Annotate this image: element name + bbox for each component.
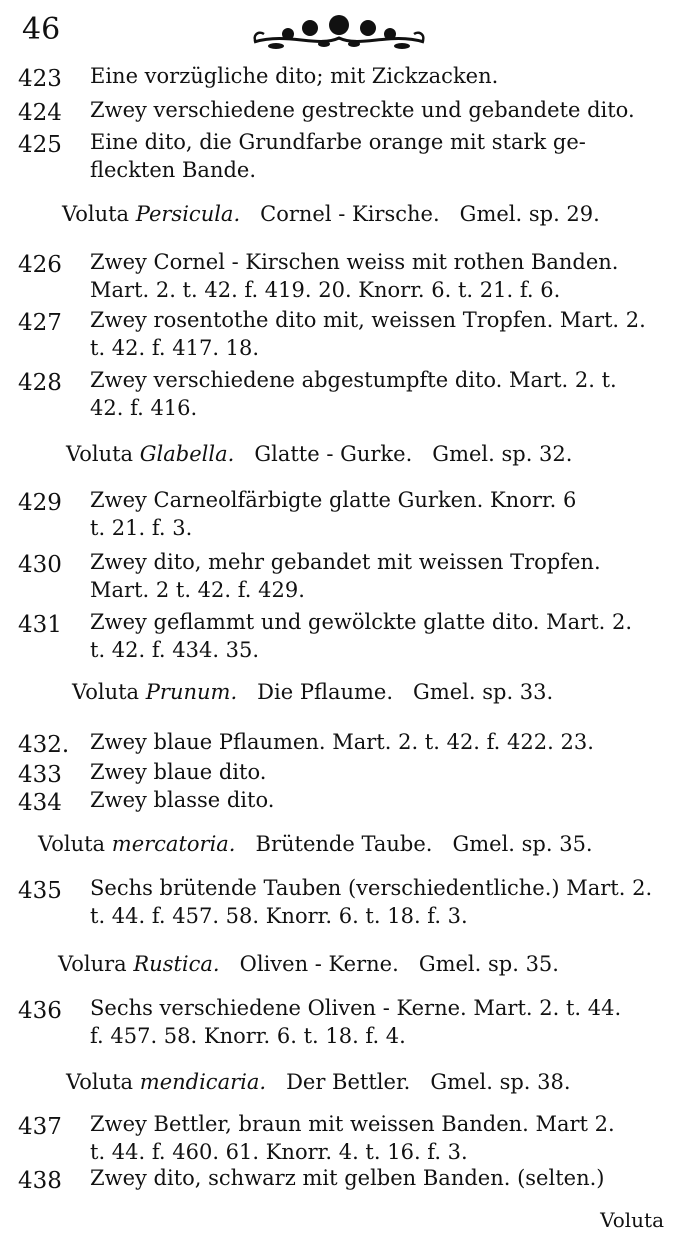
species-name: mendicaria. — [139, 1070, 267, 1094]
entry-text — [90, 874, 668, 930]
entry-text — [90, 306, 668, 362]
genus-name: Voluta — [38, 832, 106, 856]
entry-line: Zwey rosentothe dito mit, weissen Tropfen. Mart. 2. — [90, 308, 646, 332]
species-name: Prunum. — [145, 680, 238, 704]
entry-number: 431 — [18, 612, 62, 638]
entry-number: 438 — [18, 1168, 62, 1194]
reference: Gmel. sp. 29. — [459, 202, 600, 226]
entry-line: Zwey blaue dito. — [90, 760, 267, 784]
entry-line: t. 44. f. 457. 58. Knorr. 6. t. 18. f. 3. — [90, 904, 468, 928]
common-name: Glatte - Gurke. — [254, 442, 413, 466]
entry-line: Mart. 2. t. 42. f. 419. 20. Knorr. 6. t. 21. f. 6. — [90, 278, 561, 302]
reference: Gmel. sp. 33. — [413, 680, 554, 704]
entry-line: 42. f. 416. — [90, 396, 198, 420]
entry-line: Zwey verschiedene gestreckte und gebandete dito. — [90, 98, 635, 122]
species-name: Persicula. — [135, 202, 241, 226]
entry-text — [90, 96, 668, 124]
entry-line: Zwey verschiedene abgestumpfte dito. Mart. 2. t. — [90, 368, 617, 392]
entry-text — [90, 548, 668, 604]
entry-line: t. 42. f. 434. 35. — [90, 638, 260, 662]
entry-number: 426 — [18, 252, 62, 278]
entry-number: 423 — [18, 66, 62, 92]
reference: Gmel. sp. 35. — [452, 832, 593, 856]
entry-text — [90, 608, 668, 664]
entry-number: 432. — [18, 732, 70, 758]
genus-name: Voluta — [62, 202, 130, 226]
section-heading-prunum — [72, 678, 553, 706]
genus-name: Voluta — [72, 680, 140, 704]
section-heading-mercatoria — [38, 830, 593, 858]
entry-number: 430 — [18, 552, 62, 578]
entry-line: Zwey dito, schwarz mit gelben Banden. (selten.) — [90, 1166, 605, 1190]
entry-number: 433 — [18, 762, 62, 788]
entry-text — [90, 758, 668, 786]
entry-line: Eine dito, die Grundfarbe orange mit stark ge- — [90, 130, 586, 154]
entry-text — [90, 728, 668, 756]
common-name: Der Bettler. — [286, 1070, 411, 1094]
reference: Gmel. sp. 38. — [430, 1070, 571, 1094]
entry-line: Zwey Carneolfärbigte glatte Gurken. Knorr. 6 — [90, 488, 577, 512]
genus-name: Voluta — [66, 1070, 134, 1094]
entry-line: t. 21. f. 3. — [90, 516, 193, 540]
genus-name: Volura — [58, 952, 127, 976]
reference: Gmel. sp. 35. — [418, 952, 559, 976]
entry-number: 436 — [18, 998, 62, 1024]
entry-number: 429 — [18, 490, 62, 516]
entry-line: t. 42. f. 417. 18. — [90, 336, 260, 360]
reference: Gmel. sp. 32. — [432, 442, 573, 466]
entry-number: 427 — [18, 310, 62, 336]
entry-number: 424 — [18, 100, 62, 126]
entry-line: Zwey blasse dito. — [90, 788, 275, 812]
catchword: Voluta — [600, 1208, 664, 1232]
entry-number: 437 — [18, 1114, 62, 1140]
entry-text — [90, 248, 668, 304]
entry-line: Sechs brütende Tauben (verschiedentliche.) Mart. 2. — [90, 876, 653, 900]
entry-line: fleckten Bande. — [90, 158, 257, 182]
section-heading-persicula — [62, 200, 600, 228]
entry-text — [90, 366, 668, 422]
entry-line: Zwey blaue Pflaumen. Mart. 2. t. 42. f. 422. 23. — [90, 730, 594, 754]
entry-text — [90, 486, 668, 542]
entry-number: 428 — [18, 370, 62, 396]
species-name: Glabella. — [139, 442, 235, 466]
entry-text — [90, 62, 668, 90]
floral-garland-ornament — [248, 12, 430, 52]
common-name: Brütende Taube. — [255, 832, 433, 856]
entry-number: 434 — [18, 790, 62, 816]
entry-number: 435 — [18, 878, 62, 904]
entry-line: Sechs verschiedene Oliven - Kerne. Mart. 2. t. 44. — [90, 996, 622, 1020]
entry-text — [90, 994, 668, 1050]
entry-line: Zwey Bettler, braun mit weissen Banden. Mart 2. — [90, 1112, 615, 1136]
section-heading-glabella — [66, 440, 572, 468]
entry-line: t. 44. f. 460. 61. Knorr. 4. t. 16. f. 3. — [90, 1140, 468, 1164]
section-heading-mendicaria — [66, 1068, 571, 1096]
section-heading-rustica — [58, 950, 559, 978]
common-name: Die Pflaume. — [257, 680, 394, 704]
entry-text — [90, 1110, 668, 1166]
entry-line: Zwey Cornel - Kirschen weiss mit rothen Banden. — [90, 250, 619, 274]
entry-number: 425 — [18, 132, 62, 158]
entry-text — [90, 1164, 668, 1192]
species-name: Rustica. — [133, 952, 220, 976]
entry-line: Zwey geflammt und gewölckte glatte dito. Mart. 2. — [90, 610, 633, 634]
entry-text — [90, 786, 668, 814]
genus-name: Voluta — [66, 442, 134, 466]
species-name: mercatoria. — [111, 832, 236, 856]
entry-line: Zwey dito, mehr gebandet mit weissen Tropfen. — [90, 550, 601, 574]
entry-line: Eine vorzügliche dito; mit Zickzacken. — [90, 64, 499, 88]
page-number: 46 — [22, 12, 61, 47]
common-name: Cornel - Kirsche. — [260, 202, 440, 226]
common-name: Oliven - Kerne. — [239, 952, 399, 976]
entry-line: Mart. 2 t. 42. f. 429. — [90, 578, 305, 602]
entry-text — [90, 128, 668, 184]
entry-line: f. 457. 58. Knorr. 6. t. 18. f. 4. — [90, 1024, 406, 1048]
